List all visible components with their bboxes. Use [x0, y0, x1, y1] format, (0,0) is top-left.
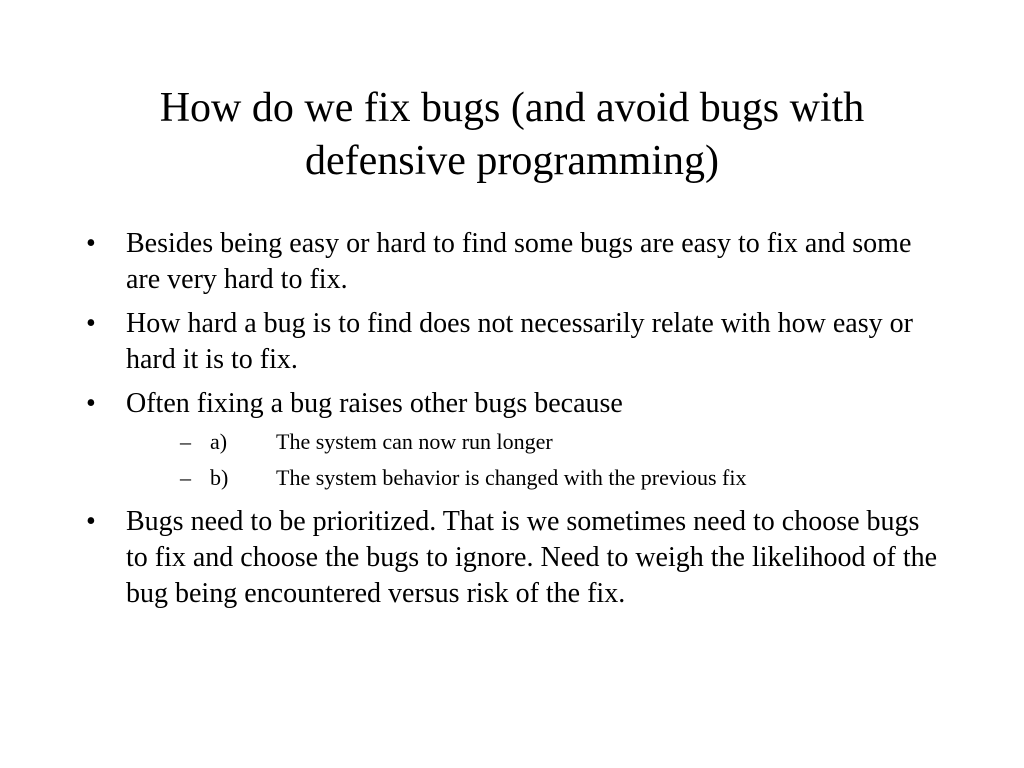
- slide-title-line-2: defensive programming): [304, 138, 720, 184]
- bullet-icon: •: [86, 388, 96, 419]
- slide-title-line-1: How do we fix bugs (and avoid bugs with: [159, 85, 865, 131]
- bullet-icon: •: [86, 506, 96, 537]
- dash-icon: –: [180, 465, 191, 490]
- sub-bullet-letter: b): [210, 465, 229, 490]
- sub-bullet-list: [126, 424, 946, 496]
- bullet-item-1: [86, 226, 946, 298]
- bullet-text: Often fixing a bug raises other bugs because: [126, 388, 623, 419]
- slide-title: [80, 82, 944, 188]
- bullet-icon: •: [86, 228, 96, 259]
- dash-icon: –: [180, 429, 191, 454]
- sub-bullet-letter: a): [210, 429, 228, 454]
- bullet-item-3: [86, 386, 946, 496]
- sub-bullet-text: The system behavior is changed with the previous fix: [276, 465, 747, 490]
- bullet-icon: •: [86, 308, 96, 339]
- sub-bullet-text: The system can now run longer: [276, 429, 553, 454]
- bullet-item-2: [86, 306, 946, 378]
- sub-bullet-item-b: [126, 460, 946, 496]
- bullet-text: Bugs need to be prioritized. That is we sometimes need to choose bugs to fix and choose the bugs to ignore. Need to weigh the likelihood of the bug being encountered versus risk of the fix.: [126, 506, 938, 609]
- sub-bullet-item-a: [126, 424, 946, 460]
- bullet-item-4: [86, 504, 946, 612]
- bullet-list: [86, 226, 946, 620]
- bullet-text: How hard a bug is to find does not necessarily relate with how easy or hard it is to fix.: [126, 308, 913, 375]
- bullet-text: Besides being easy or hard to find some bugs are easy to fix and some are very hard to fix.: [126, 228, 912, 295]
